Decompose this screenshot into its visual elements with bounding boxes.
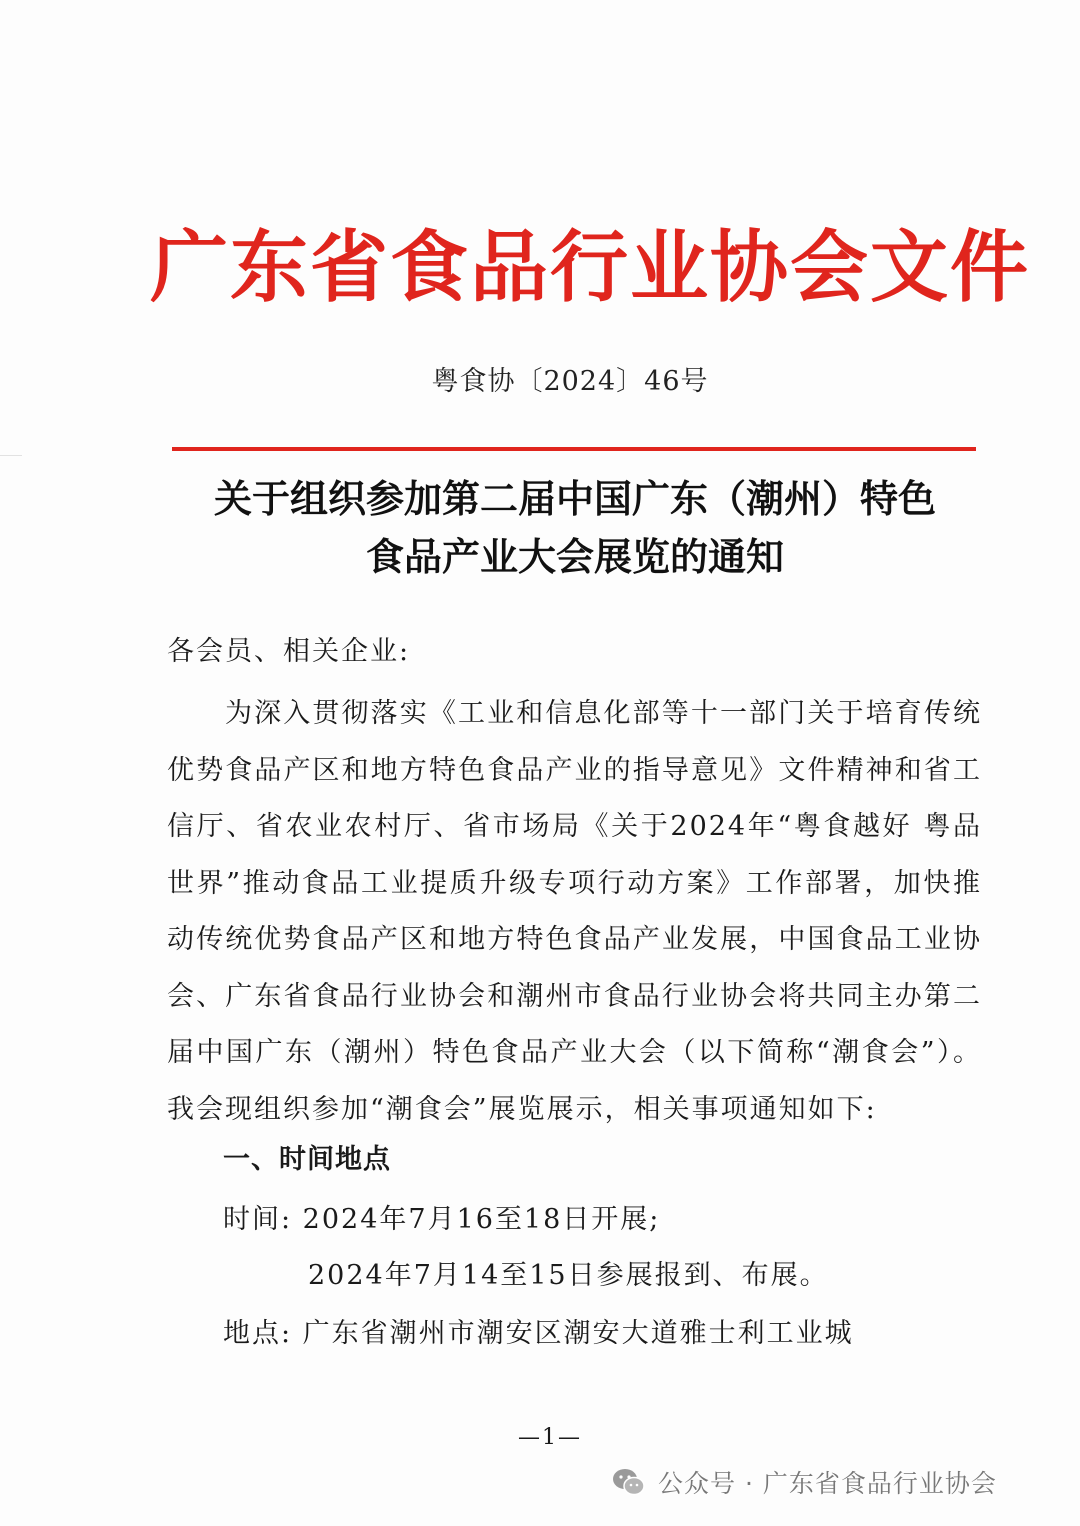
notice-title — [150, 470, 1000, 586]
notice-title-line-2: 食品产业大会展览的通知 — [365, 534, 784, 579]
document-number: 粤食协〔2024〕46号 — [431, 366, 709, 397]
wechat-icon — [612, 1467, 646, 1497]
page-number: —1— — [518, 1425, 582, 1450]
time-line-setup: 2024年7月14至15日参展报到、布展。 — [308, 1260, 829, 1291]
wechat-watermark — [612, 1462, 997, 1502]
salutation: 各会员、相关企业: — [167, 636, 411, 667]
notice-title-line-1: 关于组织参加第二届中国广东（潮州）特色 — [213, 476, 936, 521]
place-line: 地点: 广东省潮州市潮安区潮安大道雅士利工业城 — [223, 1318, 854, 1349]
body-paragraph: 为深入贯彻落实《工业和信息化部等十一部门关于培育传统优势食品产区和地方特色食品产业的指导意见》文件精神和省工信厅、省农业农村厅、省市场局《关于2024年“粤食越好 粤品世界”推动食品工业提质升级专项行动方案》工作部署，加快推动传统优势食品产区和地方特色食品产业发展，中国食品工业协会、广东省食品行业协会和潮州市食品行业协会将共同主办第二届中国广东（潮州）特色食品产业大会（以下简称“潮食会”）。我会现组织参加“潮食会”展览展示，相关事项通知如下: — [167, 698, 982, 1125]
watermark-text: 公众号 · 广东省食品行业协会 — [658, 1469, 997, 1498]
section-heading-time-place: 一、时间地点 — [223, 1144, 391, 1175]
time-line: 时间: 2024年7月16至18日开展; — [223, 1204, 661, 1235]
document-header-title: 广东省食品行业协会文件 — [150, 222, 1031, 313]
header-red-divider — [172, 447, 976, 451]
page-edge-mark — [0, 455, 22, 456]
